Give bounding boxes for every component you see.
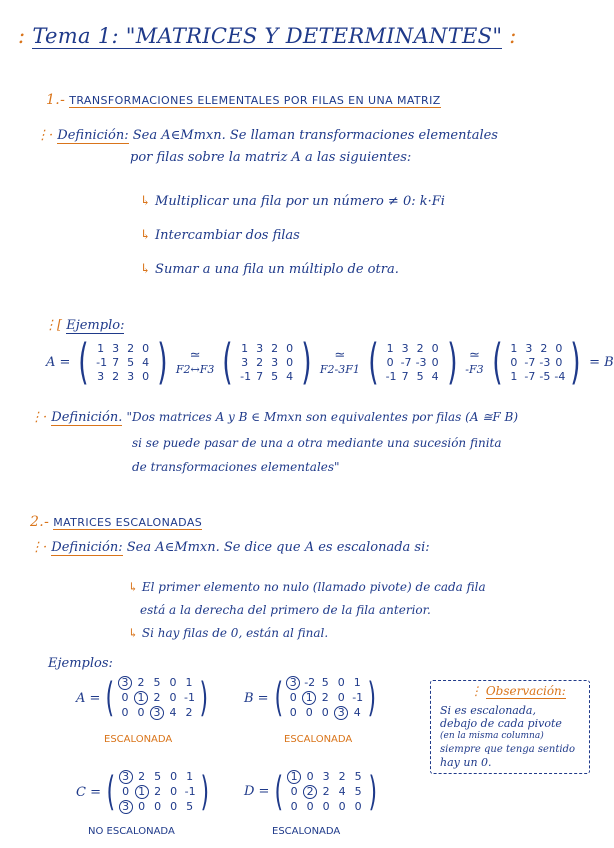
matrix-cell: 1 bbox=[353, 676, 361, 689]
definition2-line1: "Dos matrices A y B ∈ Mmxn son equivalentes por filas (A ≅F B) bbox=[126, 410, 519, 424]
matrix-cell: -1 bbox=[184, 785, 196, 798]
example-chain bbox=[46, 334, 614, 390]
matrix-cell: 1 bbox=[386, 341, 394, 355]
matrix-cell: 0 bbox=[321, 706, 329, 719]
echelon-rule-1 bbox=[128, 580, 486, 594]
page-title bbox=[18, 24, 517, 48]
matrix-cell: 0 bbox=[290, 800, 298, 813]
matrix-cell: 1 bbox=[287, 770, 301, 784]
definition1 bbox=[36, 128, 498, 143]
matrix-cell: 2 bbox=[321, 691, 329, 704]
definition3-label: Definición: bbox=[51, 540, 123, 555]
matrix-cell: 2 bbox=[137, 676, 145, 689]
transform-item-1 bbox=[140, 194, 445, 209]
matrix-cell: 2 bbox=[112, 369, 120, 383]
matrix-cell: 1 bbox=[97, 341, 105, 355]
echelon-rule-2-text: Si hay filas de 0, están al final. bbox=[141, 626, 329, 640]
matrix-C-status: NO ESCALONADA bbox=[88, 826, 175, 837]
matrix-cell: 0 bbox=[122, 785, 130, 798]
matrix-cell: 0 bbox=[510, 355, 518, 369]
matrix-cell: -1 bbox=[385, 369, 397, 383]
matrix-cell: -1 bbox=[184, 691, 195, 704]
matrix-cell: 2 bbox=[416, 341, 424, 355]
matrix-cell: 5 bbox=[416, 369, 424, 383]
section2-title: MATRICES ESCALONADAS bbox=[53, 516, 203, 529]
matrix-cell: -7 bbox=[524, 355, 536, 369]
definition1-label: Definición: bbox=[57, 128, 129, 143]
matrix-cell: 4 bbox=[338, 785, 346, 798]
matrix-cell: 4 bbox=[286, 369, 294, 383]
matrix-C bbox=[76, 770, 212, 814]
example-matrix-3 bbox=[364, 334, 461, 390]
transform-item-3-text: Sumar a una fila un múltiplo de otra. bbox=[155, 262, 399, 277]
matrix-cell: 0 bbox=[338, 800, 346, 813]
example-lhs: A = bbox=[46, 354, 71, 370]
observation-title-text: Observación: bbox=[485, 684, 566, 698]
matrix-B bbox=[244, 676, 380, 720]
matrix-cell: 1 bbox=[186, 770, 194, 783]
matrix-D-label: D = bbox=[244, 784, 270, 799]
transform-item-2-text: Intercambiar dos filas bbox=[155, 228, 300, 243]
arrow-icon: ↳ bbox=[140, 228, 151, 243]
definition2 bbox=[30, 410, 518, 425]
matrix-cell: 2 bbox=[256, 355, 264, 369]
matrix-C-label: C = bbox=[76, 784, 101, 800]
section2-number: 2.- bbox=[30, 514, 50, 530]
matrix-cell: -7 bbox=[524, 369, 536, 383]
matrix-cell: 3 bbox=[150, 706, 164, 720]
matrix-cell: 7 bbox=[256, 369, 264, 383]
matrix-cell: 3 bbox=[127, 369, 135, 383]
paren-right: ) bbox=[446, 334, 458, 390]
example-step-3 bbox=[465, 348, 483, 376]
matrix-cell: 1 bbox=[135, 785, 149, 799]
example-matrix-3-cells bbox=[386, 342, 440, 383]
example-bracket: ⋮[ bbox=[44, 318, 63, 333]
observation-line: debajo de cada pivote bbox=[440, 717, 562, 730]
op-label: F2↔F3 bbox=[175, 363, 215, 376]
definition3-line: Sea A∈Mmxn. Se dice que A es escalonada si: bbox=[126, 540, 430, 555]
matrix-cell: -1 bbox=[96, 355, 108, 369]
matrix-cell: 4 bbox=[142, 355, 150, 369]
matrix-cell: 0 bbox=[354, 800, 362, 813]
bullet-mark: ⋮· bbox=[36, 128, 54, 143]
matrix-cell: 1 bbox=[510, 341, 518, 355]
title-suffix: : bbox=[509, 24, 517, 48]
matrix-cell: 0 bbox=[337, 676, 345, 689]
matrix-A-status: ESCALONADA bbox=[104, 734, 173, 745]
observation-title bbox=[470, 684, 566, 698]
matrix-cell: 3 bbox=[119, 770, 133, 784]
matrix-cell: 7 bbox=[401, 369, 409, 383]
matrix-cell: 0 bbox=[322, 800, 330, 813]
matrix-cell: 0 bbox=[386, 355, 394, 369]
definition2-line2: si se puede pasar de una a otra mediante una sucesión finita bbox=[132, 436, 502, 450]
matrix-cell: 0 bbox=[289, 691, 297, 704]
matrix-cell: 0 bbox=[305, 706, 313, 719]
matrix-cell: 0 bbox=[142, 341, 150, 355]
paren-right: ) bbox=[368, 768, 378, 815]
matrix-cell: 4 bbox=[353, 706, 361, 719]
matrix-cell: 2 bbox=[322, 785, 330, 798]
matrix-cell: 2 bbox=[127, 341, 135, 355]
matrix-B-status: ESCALONADA bbox=[284, 734, 353, 745]
matrix-cell: 0 bbox=[289, 706, 297, 719]
matrix-cell: 1 bbox=[302, 691, 316, 705]
matrix-cell: 0 bbox=[142, 369, 150, 383]
matrix-cell: 0 bbox=[169, 676, 177, 689]
example-matrix-1 bbox=[74, 334, 171, 390]
matrix-cell: 0 bbox=[306, 770, 314, 783]
paren-right: ) bbox=[157, 334, 168, 390]
paren-left: ( bbox=[274, 675, 283, 721]
arrow-icon: ↳ bbox=[140, 194, 151, 209]
arrow-icon: ↳ bbox=[140, 262, 151, 277]
example-matrix-2-cells bbox=[240, 342, 294, 383]
sim-symbol: ≃ bbox=[334, 348, 346, 363]
paren-right: ) bbox=[367, 675, 377, 721]
paren-left: ( bbox=[274, 768, 284, 815]
definition2-label: Definición. bbox=[51, 410, 123, 425]
matrix-cell: 0 bbox=[555, 341, 563, 355]
observation-line: Si es escalonada, bbox=[440, 704, 536, 717]
op-label: -F3 bbox=[465, 363, 484, 376]
examples-label: Ejemplos: bbox=[48, 656, 113, 671]
matrix-cell: 3 bbox=[119, 800, 133, 814]
matrix-cell: 0 bbox=[137, 706, 145, 719]
transform-item-2 bbox=[140, 228, 300, 243]
echelon-rule-1-line2: está a la derecha del primero de la fila anterior. bbox=[140, 603, 431, 617]
paren-left: ( bbox=[368, 334, 379, 390]
matrix-D-cells bbox=[289, 770, 363, 813]
matrix-cell: 2 bbox=[338, 770, 346, 783]
matrix-cell: 3 bbox=[271, 355, 279, 369]
bullet-mark: ⋮ bbox=[470, 684, 482, 698]
matrix-cell: 4 bbox=[169, 706, 177, 719]
matrix-cell: 3 bbox=[525, 341, 533, 355]
matrix-cell: 0 bbox=[121, 691, 129, 704]
section1-heading bbox=[46, 92, 441, 108]
matrix-cell: -4 bbox=[554, 369, 566, 383]
matrix-C-cells bbox=[121, 770, 195, 814]
bullet-mark: ⋮· bbox=[30, 540, 48, 555]
echelon-rule-1-line1: El primer elemento no nulo (llamado pivote) de cada fila bbox=[141, 580, 486, 594]
matrix-cell: -2 bbox=[304, 676, 316, 689]
matrix-cell: 0 bbox=[337, 691, 345, 704]
matrix-cell: -7 bbox=[400, 355, 412, 369]
matrix-cell: 0 bbox=[431, 355, 439, 369]
matrix-cell: -3 bbox=[539, 355, 551, 369]
arrow-icon: ↳ bbox=[128, 580, 139, 594]
matrix-cell: -1 bbox=[240, 369, 252, 383]
matrix-cell: 3 bbox=[97, 369, 105, 383]
matrix-cell: 2 bbox=[154, 785, 162, 798]
section1-number: 1.- bbox=[46, 92, 66, 108]
definition2-line3: de transformaciones elementales" bbox=[132, 460, 340, 474]
matrix-cell: 3 bbox=[334, 706, 348, 720]
matrix-B-cells bbox=[288, 676, 362, 720]
matrix-cell: 5 bbox=[154, 770, 162, 783]
matrix-cell: 0 bbox=[154, 800, 162, 813]
matrix-cell: 1 bbox=[185, 676, 193, 689]
matrix-A-label: A = bbox=[76, 690, 101, 706]
matrix-cell: 2 bbox=[540, 341, 548, 355]
matrix-cell: 1 bbox=[134, 691, 148, 705]
example-matrix-4 bbox=[488, 334, 585, 390]
matrix-B-label: B = bbox=[244, 690, 269, 706]
transform-item-1-text: Multiplicar una fila por un número ≠ 0: k·Fi bbox=[155, 194, 445, 209]
paren-right: ) bbox=[199, 675, 209, 721]
example-rhs: = B bbox=[589, 354, 614, 370]
example-label-text: Ejemplo: bbox=[66, 318, 125, 333]
matrix-cell: 3 bbox=[118, 676, 132, 690]
matrix-cell: 0 bbox=[170, 785, 178, 798]
paren-left: ( bbox=[78, 334, 89, 390]
matrix-cell: 5 bbox=[354, 770, 362, 783]
matrix-cell: 3 bbox=[401, 341, 409, 355]
matrix-cell: 0 bbox=[290, 785, 298, 798]
example-step-1 bbox=[176, 348, 214, 376]
matrix-cell: 3 bbox=[256, 341, 264, 355]
matrix-cell: 5 bbox=[271, 369, 279, 383]
sim-symbol: ≃ bbox=[469, 348, 480, 363]
matrix-cell: -5 bbox=[539, 369, 551, 383]
matrix-cell: 0 bbox=[286, 341, 294, 355]
matrix-cell: 0 bbox=[170, 800, 178, 813]
matrix-cell: 3 bbox=[241, 355, 249, 369]
matrix-cell: -3 bbox=[415, 355, 427, 369]
matrix-A bbox=[76, 676, 212, 720]
definition1-line1: Sea A∈Mmxn. Se llaman transformaciones elementales bbox=[132, 128, 498, 143]
observation-line: hay un 0. bbox=[440, 756, 492, 769]
matrix-cell: 4 bbox=[431, 369, 439, 383]
matrix-cell: 2 bbox=[303, 785, 317, 799]
section2-heading bbox=[30, 514, 202, 530]
matrix-cell: 2 bbox=[138, 770, 146, 783]
arrow-icon: ↳ bbox=[128, 626, 139, 640]
paren-right: ) bbox=[200, 769, 209, 815]
matrix-cell: 1 bbox=[510, 369, 518, 383]
example-label bbox=[44, 318, 124, 333]
matrix-cell: 5 bbox=[186, 800, 194, 813]
matrix-cell: 2 bbox=[153, 691, 161, 704]
bullet-mark: ⋮· bbox=[30, 410, 48, 425]
echelon-rule-2 bbox=[128, 626, 328, 640]
matrix-cell: 5 bbox=[321, 676, 329, 689]
matrix-cell: 7 bbox=[112, 355, 120, 369]
op-label: F2-3F1 bbox=[319, 363, 360, 376]
matrix-cell: 3 bbox=[322, 770, 330, 783]
example-matrix-2 bbox=[218, 334, 315, 390]
matrix-cell: 0 bbox=[286, 355, 294, 369]
observation-line: (en la misma columna) bbox=[440, 731, 544, 741]
matrix-cell: 2 bbox=[185, 706, 193, 719]
matrix-cell: -1 bbox=[352, 691, 364, 704]
definition1-line2: por filas sobre la matriz A a las siguientes: bbox=[130, 150, 412, 165]
matrix-cell: 5 bbox=[127, 355, 135, 369]
matrix-cell: 2 bbox=[271, 341, 279, 355]
example-matrix-4-cells bbox=[509, 341, 566, 383]
paren-right: ) bbox=[301, 334, 312, 390]
sim-symbol: ≃ bbox=[189, 348, 201, 363]
title-text: Tema 1: "MATRICES Y DETERMINANTES" bbox=[32, 24, 503, 48]
paren-left: ( bbox=[105, 675, 115, 721]
matrix-A-cells bbox=[120, 676, 194, 720]
matrix-cell: 0 bbox=[138, 800, 146, 813]
matrix-D-status: ESCALONADA bbox=[272, 826, 341, 837]
transform-item-3 bbox=[140, 262, 399, 277]
matrix-cell: 3 bbox=[286, 676, 300, 690]
title-prefix: : bbox=[18, 24, 26, 48]
matrix-cell: 5 bbox=[354, 785, 362, 798]
matrix-cell: 5 bbox=[153, 676, 161, 689]
matrix-cell: 0 bbox=[431, 341, 439, 355]
paren-left: ( bbox=[222, 334, 233, 390]
matrix-cell: 0 bbox=[121, 706, 129, 719]
observation-line: siempre que tenga sentido bbox=[440, 744, 575, 755]
section1-title: TRANSFORMACIONES ELEMENTALES POR FILAS EN UNA MATRIZ bbox=[69, 94, 441, 107]
matrix-cell: 0 bbox=[555, 355, 563, 369]
matrix-cell: 3 bbox=[112, 341, 120, 355]
matrix-cell: 0 bbox=[170, 770, 178, 783]
matrix-cell: 0 bbox=[306, 800, 314, 813]
paren-right: ) bbox=[570, 334, 581, 390]
paren-left: ( bbox=[106, 769, 116, 815]
paren-left: ( bbox=[491, 334, 503, 390]
example-step-2 bbox=[320, 348, 360, 376]
matrix-D bbox=[244, 770, 381, 813]
matrix-cell: 1 bbox=[241, 341, 249, 355]
definition3 bbox=[30, 540, 430, 555]
matrix-cell: 0 bbox=[169, 691, 177, 704]
example-matrix-1-cells bbox=[96, 342, 150, 383]
observation-text bbox=[440, 704, 575, 769]
